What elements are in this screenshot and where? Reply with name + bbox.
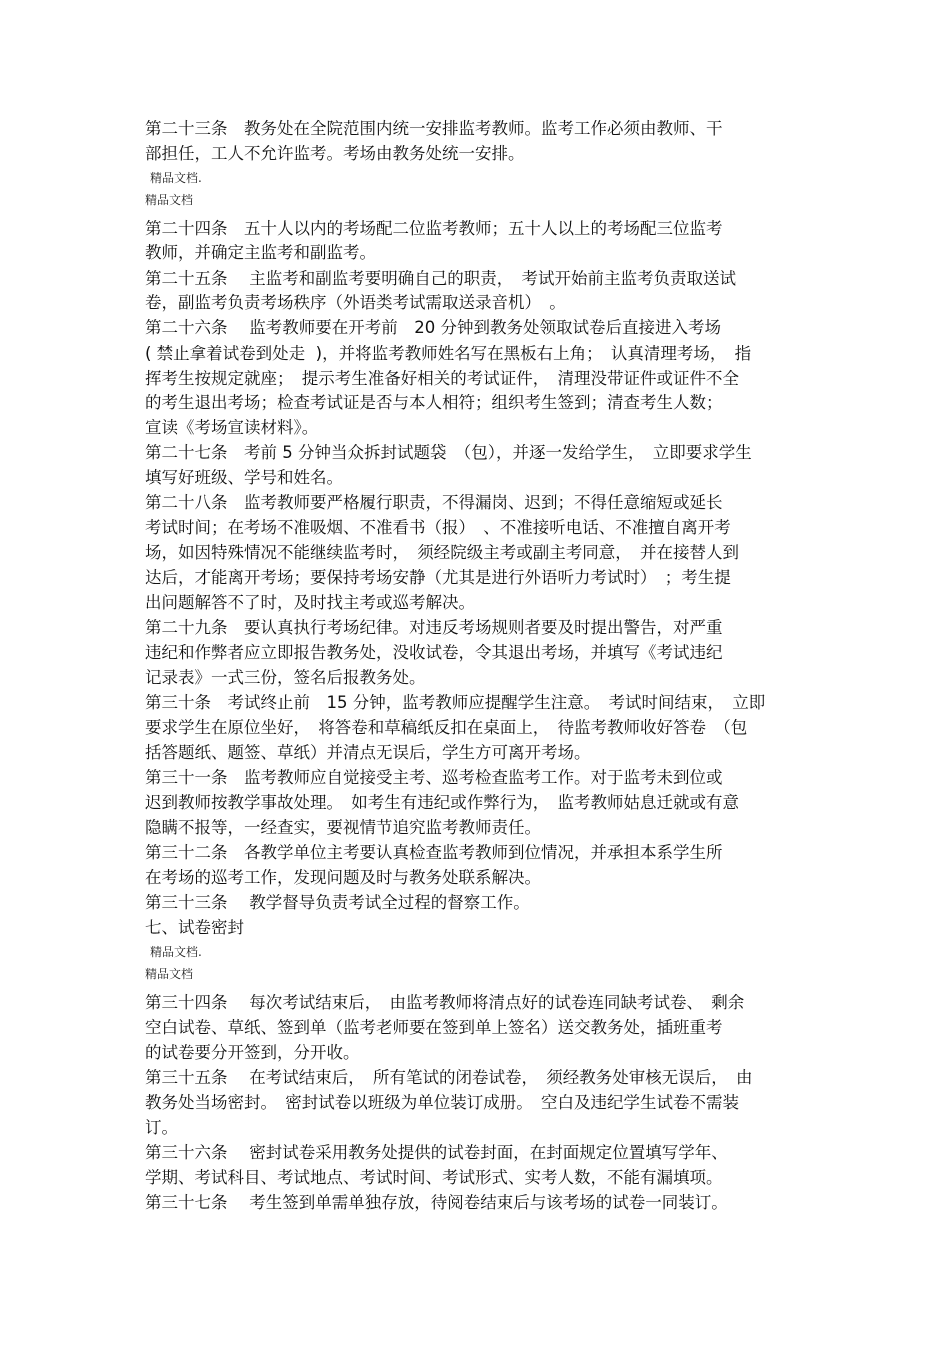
- watermark-text: 精品文档.: [150, 171, 202, 185]
- text-line: 空白试卷、草纸、签到单（监考老师要在签到单上签名）送交教务处，插班重考: [145, 1018, 723, 1037]
- text-line: 记录表》一式三份，签名后报教务处。: [145, 668, 426, 687]
- text-line: 订。: [145, 1118, 178, 1137]
- text-line: 填写好班级、学号和姓名。: [145, 468, 343, 487]
- text-line: 在考场的巡考工作，发现问题及时与教务处联系解决。: [145, 868, 541, 887]
- watermark-text: 精品文档: [145, 193, 194, 207]
- text-line: 隐瞒不报等，一经查实，要视情节追究监考教师责任。: [145, 818, 541, 837]
- text-line: 第二十三条 教务处在全院范围内统一安排监考教师。监考工作必须由教师、干: [145, 119, 723, 138]
- text-line: 第三十四条 每次考试结束后， 由监考教师将清点好的试卷连同缺考试卷、 剩余: [145, 993, 745, 1012]
- text-line: 教师，并确定主监考和副监考。: [145, 243, 376, 262]
- text-line: 学期、考试科目、考试地点、考试时间、考试形式、实考人数，不能有漏填项。: [145, 1168, 723, 1187]
- watermark-text: 精品文档.: [150, 945, 202, 959]
- text-line: 出问题解答不了时，及时找主考或巡考解决。: [145, 593, 475, 612]
- text-line: 第二十五条 主监考和副监考要明确自己的职责， 考试开始前主监考负责取送试: [145, 269, 736, 288]
- text-line: 第三十条 考试终止前 15 分钟，监考教师应提醒学生注意。 考试时间结束， 立即: [145, 693, 766, 712]
- text-line: ( 禁止拿着试卷到处走 )，并将监考教师姓名写在黑板右上角； 认真清理考场， 指: [145, 344, 752, 363]
- text-line: 第二十六条 监考教师要在开考前 20 分钟到教务处领取试卷后直接进入考场: [145, 318, 721, 337]
- text-line: 考试时间；在考场不准吸烟、不准看书（报） 、不准接听电话、不准擅自离开考: [145, 518, 731, 537]
- text-line: 第三十六条 密封试卷采用教务处提供的试卷封面，在封面规定位置填写学年、: [145, 1143, 728, 1162]
- text-line: 的考生退出考场；检查考试证是否与本人相符；组织考生签到；清查考生人数；: [145, 393, 723, 412]
- text-line: 要求学生在原位坐好， 将答卷和草稿纸反扣在桌面上， 待监考教师收好答卷 （包: [145, 718, 748, 737]
- text-line: 第三十二条 各教学单位主考要认真检查监考教师到位情况，并承担本系学生所: [145, 843, 723, 862]
- text-line: 第三十一条 监考教师应自觉接受主考、巡考检查监考工作。对于监考未到位或: [145, 768, 723, 787]
- text-line: 部担任，工人不允许监考。考场由教务处统一安排。: [145, 144, 525, 163]
- text-line: 场，如因特殊情况不能继续监考时， 须经院级主考或副主考同意， 并在接替人到: [145, 543, 739, 562]
- text-line: 第二十七条 考前 5 分钟当众拆封试题袋 （包），并逐一发给学生， 立即要求学生: [145, 443, 752, 462]
- text-line: 第三十三条 教学督导负责考试全过程的督察工作。: [145, 893, 530, 912]
- text-line: 第二十九条 要认真执行考场纪律。对违反考场规则者要及时提出警告，对严重: [145, 618, 723, 637]
- text-line: 迟到教师按教学事故处理。 如考生有违纪或作弊行为， 监考教师姑息迁就或有意: [145, 793, 739, 812]
- watermark-text: 精品文档: [145, 967, 194, 981]
- text-line: 违纪和作弊者应立即报告教务处，没收试卷，令其退出考场，并填写《考试违纪: [145, 643, 723, 662]
- section-heading: 七、试卷密封: [145, 918, 244, 937]
- text-line: 第二十八条 监考教师要严格履行职责，不得漏岗、迟到；不得任意缩短或延长: [145, 493, 723, 512]
- text-line: 达后，才能离开考场；要保持考场安静（尤其是进行外语听力考试时） ；考生提: [145, 568, 731, 587]
- text-line: 的试卷要分开签到，分开收。: [145, 1043, 360, 1062]
- text-line: 挥考生按规定就座； 提示考生准备好相关的考试证件， 清理没带证件或证件不全: [145, 369, 739, 388]
- text-line: 第三十七条 考生签到单需单独存放，待阅卷结束后与该考场的试卷一同装订。: [145, 1193, 728, 1212]
- text-line: 卷，副监考负责考场秩序（外语类考试需取送录音机） 。: [145, 293, 566, 312]
- text-line: 宣读《考场宣读材料》。: [145, 418, 319, 437]
- text-line: 第三十五条 在考试结束后， 所有笔试的闭卷试卷， 须经教务处审核无误后， 由: [145, 1068, 753, 1087]
- text-line: 教务处当场密封。 密封试卷以班级为单位装订成册。 空白及违纪学生试卷不需装: [145, 1093, 739, 1112]
- text-line: 括答题纸、题签、草纸）并清点无误后，学生方可离开考场。: [145, 743, 591, 762]
- text-line: 第二十四条 五十人以内的考场配二位监考教师；五十人以上的考场配三位监考: [145, 219, 723, 238]
